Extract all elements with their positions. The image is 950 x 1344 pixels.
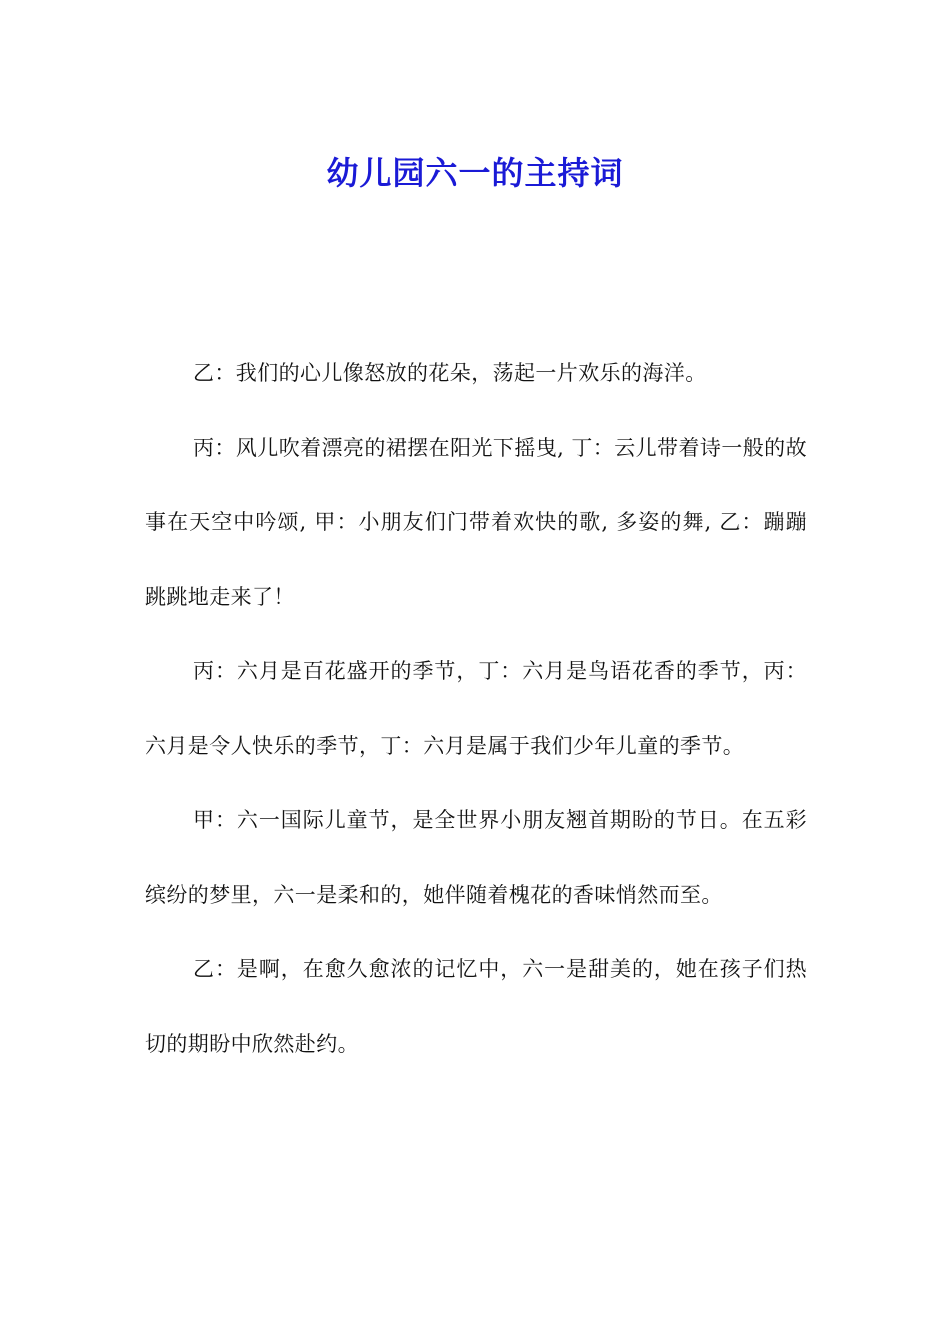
paragraph: 丙：六月是百花盛开的季节，丁：六月是鸟语花香的季节，丙：六月是令人快乐的季节，丁：六月是属于我们少年儿童的季节。: [145, 659, 807, 758]
document-body: [145, 336, 807, 1081]
paragraph: 丙：风儿吹着漂亮的裙摆在阳光下摇曳, 丁：云儿带着诗一般的故事在天空中吟颂, 甲：小朋友们门带着欢快的歌, 多姿的舞, 乙：蹦蹦跳跳地走来了！: [145, 435, 807, 609]
paragraph: 乙：是啊，在愈久愈浓的记忆中，六一是甜美的，她在孩子们热切的期盼中欣然赴约。: [145, 957, 807, 1056]
paragraph: 乙：我们的心儿像怒放的花朵，荡起一片欢乐的海洋。: [193, 361, 707, 385]
document-title: 幼儿园六一的主持词: [326, 154, 624, 193]
paragraph: 甲：六一国际儿童节，是全世界小朋友翘首期盼的节日。在五彩缤纷的梦里，六一是柔和的，她伴随着槐花的香味悄然而至。: [145, 808, 807, 907]
